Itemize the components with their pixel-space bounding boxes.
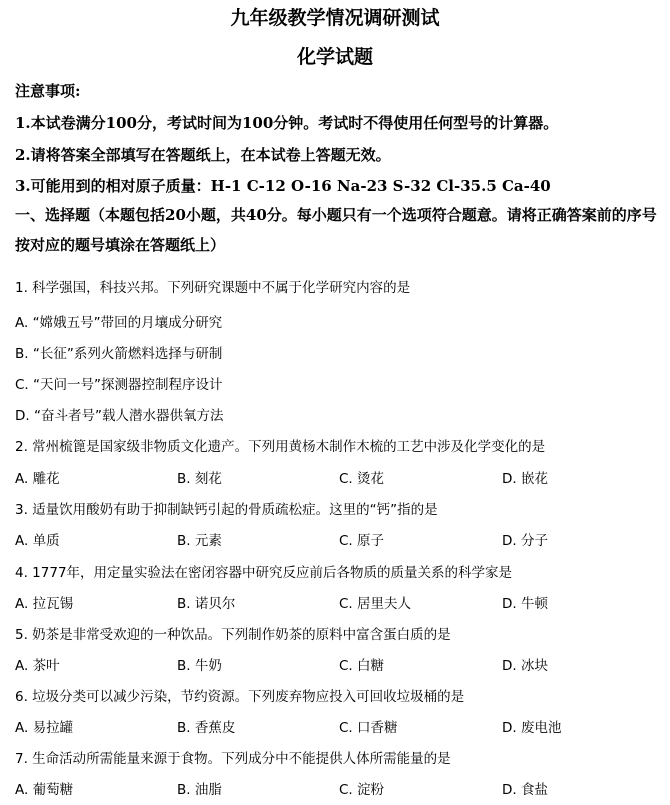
question-6-options: [15, 716, 665, 736]
question-4-option-d: D. 牛顿: [502, 596, 548, 612]
question-6-stem: 6. 垃圾分类可以减少污染，节约资源。下列废弃物应投入可回收垃圾桶的是: [15, 689, 465, 705]
question-2-option-c: C. 烫花: [339, 471, 385, 487]
question-7-stem: 7. 生命活动所需能量来源于食物。下列成分中不能提供人体所需能量的是: [15, 751, 451, 767]
question-7-option-a: A. 葡萄糖: [15, 782, 74, 798]
question-7-option-d: D. 食盐: [502, 782, 548, 798]
question-5-stem: 5. 奶茶是非常受欢迎的一种饮品。下列制作奶茶的原料中富含蛋白质的是: [15, 627, 451, 643]
question-5-option-c: C. 白糖: [339, 658, 385, 674]
question-1-option-b: B. “长征”系列火箭燃料选择与研制: [15, 346, 223, 362]
question-3-stem: 3. 适量饮用酸奶有助于抑制缺钙引起的骨质疏松症。这里的“钙”指的是: [15, 502, 438, 518]
page-title: 九年级教学情况调研测试: [230, 7, 440, 29]
question-5-options: [15, 654, 665, 674]
question-2-option-b: B. 刻花: [177, 471, 222, 487]
question-2-option-a: A. 雕花: [15, 471, 60, 487]
question-5-option-d: D. 冰块: [502, 658, 548, 674]
notice-item-3: 3.可能用到的相对原子质量：H-1 C-12 O-16 Na-23 S-32 Cl-35.5 Ca-40: [15, 177, 551, 195]
question-7-options: [15, 778, 665, 798]
question-3-options: [15, 529, 665, 549]
question-6-option-b: B. 香蕉皮: [177, 720, 236, 736]
question-4-option-a: A. 拉瓦锡: [15, 596, 74, 612]
question-1-option-a: A. “嫦娥五号”带回的月壤成分研究: [15, 315, 223, 331]
question-1-option-d: D. “奋斗者号”载人潜水器供氧方法: [15, 408, 224, 424]
question-6-option-c: C. 口香糖: [339, 720, 398, 736]
question-7-option-c: C. 淀粉: [339, 782, 385, 798]
question-6-option-a: A. 易拉罐: [15, 720, 74, 736]
page-subtitle: 化学试题: [296, 46, 373, 68]
question-4-option-c: C. 居里夫人: [339, 596, 412, 612]
question-4-options: [15, 592, 665, 612]
question-3-option-a: A. 单质: [15, 533, 60, 549]
question-2-options: [15, 467, 665, 487]
section-instructions: 一、选择题（本题包括20小题，共40分。每小题只有一个选项符合题意。请将正确答案前的序号按对应的题号填涂在答题纸上）: [15, 206, 657, 254]
question-7-option-b: B. 油脂: [177, 782, 222, 798]
question-2-option-d: D. 嵌花: [502, 471, 548, 487]
question-2-stem: 2. 常州梳篦是国家级非物质文化遗产。下列用黄杨木制作木梳的工艺中涉及化学变化的是: [15, 439, 546, 455]
question-5-option-b: B. 牛奶: [177, 658, 222, 674]
question-5-option-a: A. 茶叶: [15, 658, 60, 674]
notice-item-1: 1.本试卷满分100分，考试时间为100分钟。考试时不得使用任何型号的计算器。: [15, 114, 559, 132]
question-6-option-d: D. 废电池: [502, 720, 562, 736]
question-1-stem: 1. 科学强国，科技兴邦。下列研究课题中不属于化学研究内容的是: [15, 280, 411, 296]
question-1-option-c: C. “天问一号”探测器控制程序设计: [15, 377, 223, 393]
question-4-option-b: B. 诺贝尔: [177, 596, 236, 612]
question-3-option-d: D. 分子: [502, 533, 548, 549]
notice-item-2: 2.请将答案全部填写在答题纸上，在本试卷上答题无效。: [15, 146, 391, 164]
question-3-option-b: B. 元素: [177, 533, 222, 549]
question-3-option-c: C. 原子: [339, 533, 385, 549]
question-4-stem: 4. 1777年，用定量实验法在密闭容器中研究反应前后各物质的质量关系的科学家是: [15, 565, 513, 581]
notice-heading: 注意事项:: [15, 82, 81, 100]
